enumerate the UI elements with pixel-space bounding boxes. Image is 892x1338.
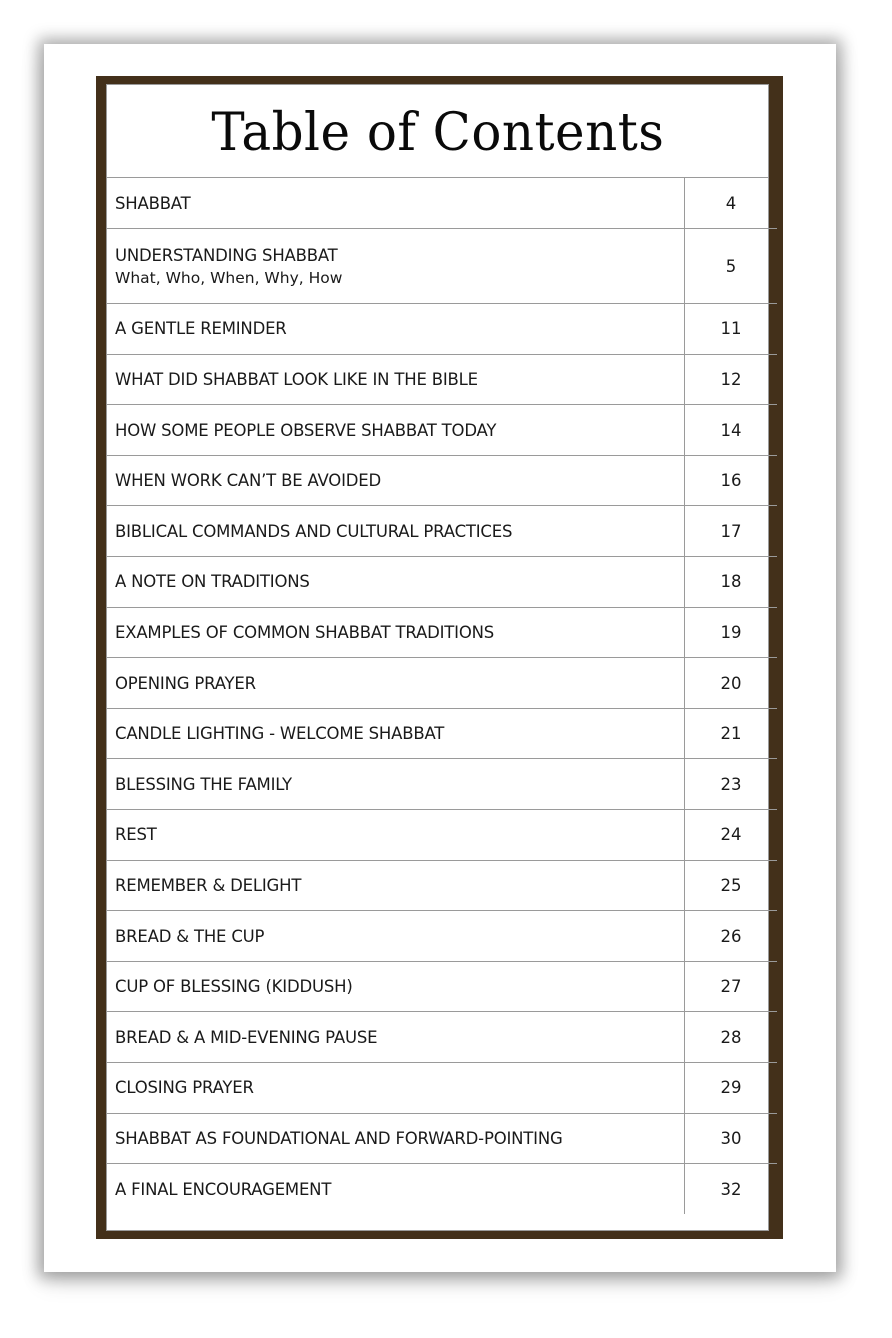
toc-entry-title: SHABBAT: [115, 193, 191, 213]
toc-row[interactable]: [107, 1063, 777, 1114]
toc-page-number: 26: [685, 911, 778, 962]
toc-row[interactable]: [107, 759, 777, 810]
toc-entry-cell: [107, 860, 685, 911]
toc-row[interactable]: [107, 229, 777, 304]
toc-entry-title: WHEN WORK CAN’T BE AVOIDED: [115, 471, 381, 491]
toc-row[interactable]: [107, 354, 777, 405]
toc-row[interactable]: [107, 961, 777, 1012]
toc-row[interactable]: [107, 658, 777, 709]
toc-page-number: 21: [685, 708, 778, 759]
toc-page-number: 23: [685, 759, 778, 810]
toc-entry-title: CANDLE LIGHTING - WELCOME SHABBAT: [115, 724, 445, 744]
toc-entry-cell: [107, 506, 685, 557]
toc-entry-cell: [107, 1012, 685, 1063]
toc-row[interactable]: [107, 708, 777, 759]
toc-page-number: 5: [685, 229, 778, 304]
toc-page-number: 32: [720, 1179, 742, 1199]
toc-entry-title: REST: [115, 825, 157, 845]
toc-entry-title: UNDERSTANDING SHABBAT: [115, 245, 338, 265]
toc-page-number: 29: [685, 1063, 778, 1114]
toc-entry-cell: [107, 455, 685, 506]
toc-entry-cell: [107, 229, 685, 304]
toc-page-number: 18: [685, 557, 778, 608]
toc-entry-cell: [107, 557, 685, 608]
toc-frame: [96, 76, 783, 1239]
toc-entry-cell: [107, 1164, 685, 1215]
toc-page-number: 17: [685, 506, 778, 557]
toc-row[interactable]: [107, 1012, 777, 1063]
toc-page-number: 28: [685, 1012, 778, 1063]
toc-entry-title: EXAMPLES OF COMMON SHABBAT TRADITIONS: [115, 622, 495, 642]
toc-entry-cell: [107, 178, 685, 229]
toc-entry-title: CLOSING PRAYER: [115, 1078, 254, 1098]
toc-entry-title: A GENTLE REMINDER: [115, 319, 287, 339]
toc-entry-title: HOW SOME PEOPLE OBSERVE SHABBAT TODAY: [115, 420, 497, 440]
title-row: [107, 85, 768, 178]
toc-entry-cell: [107, 304, 685, 355]
toc-row[interactable]: [107, 405, 777, 456]
toc-row[interactable]: [107, 911, 777, 962]
toc-row[interactable]: [107, 607, 777, 658]
toc-entry-cell: [107, 708, 685, 759]
toc-page-number: 14: [685, 405, 778, 456]
toc-page-number: 16: [685, 455, 778, 506]
toc-row[interactable]: [107, 1164, 777, 1215]
toc-row[interactable]: [107, 860, 777, 911]
toc-entry-cell: [107, 658, 685, 709]
toc-panel: [106, 84, 769, 1231]
toc-entry-cell: [107, 810, 685, 861]
toc-page-number: 24: [685, 810, 778, 861]
toc-page-number: 30: [685, 1113, 778, 1164]
toc-row[interactable]: [107, 810, 777, 861]
toc-entry-cell: [107, 961, 685, 1012]
toc-row[interactable]: [107, 506, 777, 557]
toc-row[interactable]: [107, 455, 777, 506]
toc-page-number: 11: [685, 304, 778, 355]
toc-table: [107, 178, 777, 1214]
toc-entry-title: SHABBAT AS FOUNDATIONAL AND FORWARD-POINTING: [115, 1128, 563, 1148]
toc-body: [107, 178, 777, 1214]
toc-entry-title: BLESSING THE FAMILY: [115, 774, 292, 794]
toc-entry-cell: [107, 354, 685, 405]
toc-entry-title: OPENING PRAYER: [115, 673, 256, 693]
toc-entry-title: BREAD & A MID-EVENING PAUSE: [115, 1027, 378, 1047]
toc-entry-title: REMEMBER & DELIGHT: [115, 875, 302, 895]
toc-entry-title: BREAD & THE CUP: [115, 926, 265, 946]
toc-entry-cell: [107, 759, 685, 810]
toc-row[interactable]: [107, 178, 777, 229]
toc-page-number: 25: [685, 860, 778, 911]
toc-entry-title: A NOTE ON TRADITIONS: [115, 572, 310, 592]
page-title: Table of Contents: [211, 103, 664, 163]
toc-entry-title: WHAT DID SHABBAT LOOK LIKE IN THE BIBLE: [115, 369, 478, 389]
toc-entry-cell: [107, 1113, 685, 1164]
toc-page-number: 4: [685, 178, 778, 229]
toc-row[interactable]: [107, 304, 777, 355]
toc-entry-title: A FINAL ENCOURAGEMENT: [115, 1179, 332, 1199]
toc-entry-cell: [107, 911, 685, 962]
toc-entry-cell: [107, 1063, 685, 1114]
toc-page-number: 27: [685, 961, 778, 1012]
toc-page-number: 20: [685, 658, 778, 709]
toc-entry-title: BIBLICAL COMMANDS AND CULTURAL PRACTICES: [115, 521, 513, 541]
toc-entry-cell: [107, 607, 685, 658]
toc-row[interactable]: [107, 1113, 777, 1164]
toc-row[interactable]: [107, 557, 777, 608]
toc-entry-title: CUP OF BLESSING (KIDDUSH): [115, 977, 353, 997]
toc-entry-cell: [107, 405, 685, 456]
toc-entry-subtitle: What, Who, When, Why, How: [115, 268, 343, 287]
toc-page-number: 19: [685, 607, 778, 658]
toc-page-number: 12: [685, 354, 778, 405]
